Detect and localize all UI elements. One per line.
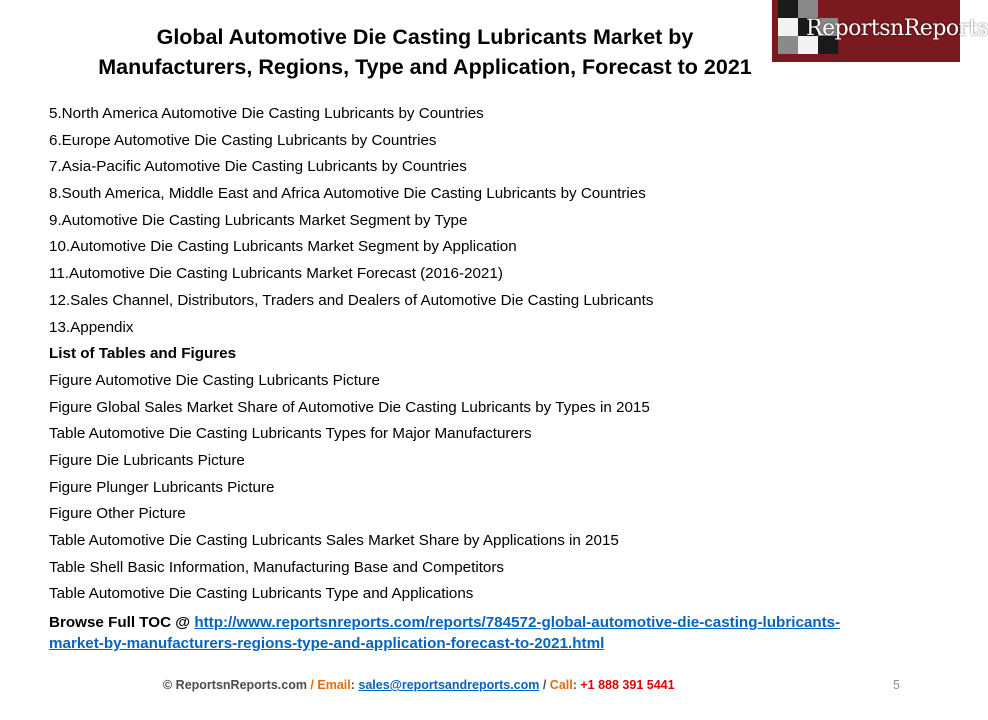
toc-item: 6.Europe Automotive Die Casting Lubricants by Countries	[49, 131, 437, 149]
figure-item: Figure Other Picture	[49, 505, 186, 523]
toc-item: 5.North America Automotive Die Casting Lubricants by Countries	[49, 105, 484, 122]
toc-item: 7.Asia-Pacific Automotive Die Casting Lubricants by Countries	[49, 158, 467, 176]
browse-toc	[49, 612, 929, 654]
figure-item: Table Automotive Die Casting Lubricants Types for Major Manufacturers	[49, 425, 532, 443]
browse-label: Browse Full TOC @	[49, 614, 195, 631]
footer-call-label: Call	[549, 678, 573, 692]
footer-call-colon: :	[572, 678, 581, 692]
footer-copyright: © ReportsnReports.com	[163, 678, 307, 692]
footer-email-label: Email	[317, 678, 351, 692]
title-line-1: Global Automotive Die Casting Lubricants Market by	[156, 25, 694, 49]
toc-item: 13.Appendix	[49, 318, 134, 336]
figure-item: Figure Die Lubricants Picture	[49, 451, 245, 469]
figure-item: Table Automotive Die Casting Lubricants Type and Applications	[49, 585, 474, 603]
toc-item: 8.South America, Middle East and Africa Automotive Die Casting Lubricants by Countries	[49, 185, 646, 203]
logo-text: ReportsnReports	[806, 16, 988, 41]
page-number: 5	[893, 678, 900, 692]
tables-figures-heading: List of Tables and Figures	[49, 345, 237, 363]
toc-item: 9.Automotive Die Casting Lubricants Market Segment by Type	[49, 211, 468, 229]
reportsnreports-logo	[772, 0, 988, 62]
toc-content	[49, 101, 929, 608]
figure-item: Figure Plunger Lubricants Picture	[49, 478, 275, 496]
title-line-2: Manufacturers, Regions, Type and Application, Forecast to 2021	[98, 55, 752, 79]
toc-item: 10.Automotive Die Casting Lubricants Market Segment by Application	[49, 238, 517, 256]
toc-link-line-1: http://www.reportsnreports.com/reports/784572-global-automotive-die-casting-lubricants-	[194, 614, 841, 631]
footer-separator: /	[306, 678, 318, 692]
toc-item: 12.Sales Channel, Distributors, Traders and Dealers of Automotive Die Casting Lubricants	[49, 291, 654, 309]
figure-item: Figure Automotive Die Casting Lubricants Picture	[49, 371, 380, 389]
toc-item: 11.Automotive Die Casting Lubricants Market Forecast (2016-2021)	[49, 265, 503, 283]
footer	[163, 675, 675, 695]
footer-email-link[interactable]: sales@reportsandreports.com	[358, 678, 540, 692]
footer-separator: /	[539, 678, 550, 692]
footer-phone: +1 888 391 5441	[580, 678, 675, 692]
toc-link-line-2: market-by-manufacturers-regions-type-and-application-forecast-to-2021.html	[49, 635, 605, 652]
figure-item: Table Shell Basic Information, Manufacturing Base and Competitors	[49, 558, 505, 576]
figure-item: Figure Global Sales Market Share of Automotive Die Casting Lubricants by Types in 2015	[49, 398, 650, 416]
footer-email-colon: :	[350, 678, 359, 692]
figure-item: Table Automotive Die Casting Lubricants Sales Market Share by Applications in 2015	[49, 532, 619, 549]
slide-title	[40, 22, 810, 82]
